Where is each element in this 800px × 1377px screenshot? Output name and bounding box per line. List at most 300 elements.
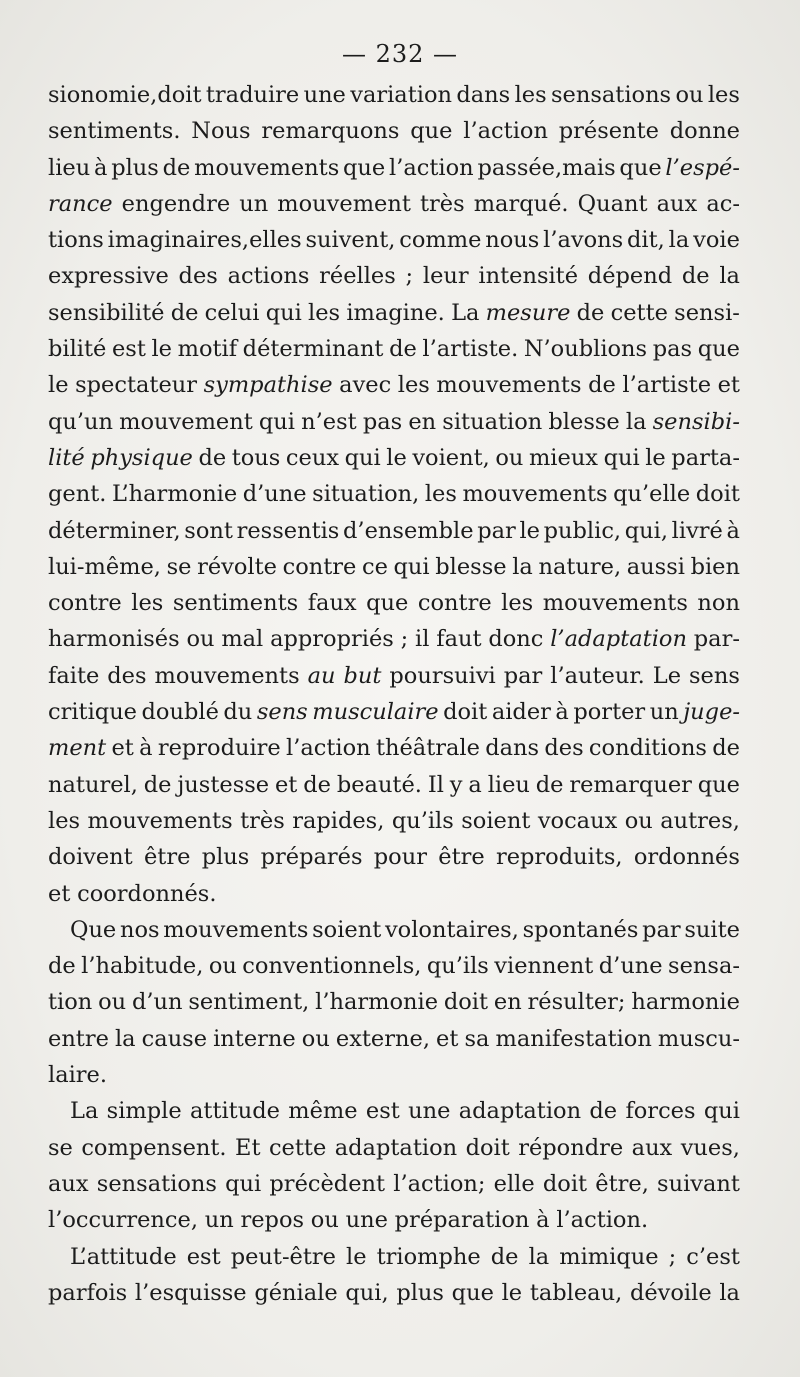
- word: la: [719, 1279, 740, 1306]
- word: l’esquisse: [134, 1279, 247, 1306]
- word: spontanés: [522, 916, 639, 943]
- word: de: [303, 771, 331, 798]
- word: Le: [652, 662, 682, 689]
- word: l’action;: [393, 1170, 486, 1197]
- word: présente: [558, 118, 659, 145]
- word: qu’un: [48, 408, 114, 435]
- word: ressentis: [236, 517, 340, 544]
- word: suivent,: [305, 227, 396, 254]
- word: qui: [265, 299, 302, 326]
- word: les: [131, 590, 164, 617]
- word: c’est: [686, 1243, 740, 1270]
- word: un: [204, 1207, 234, 1234]
- word: situation,: [312, 481, 420, 508]
- italic-word: sensibi-: [652, 408, 740, 435]
- word: de: [589, 1098, 618, 1125]
- word: comme: [399, 227, 482, 254]
- word: repos: [240, 1207, 305, 1234]
- word: appropriés: [270, 626, 394, 653]
- word: de: [490, 1243, 519, 1270]
- text-line: [48, 1166, 740, 1202]
- italic-word: juge-: [683, 699, 740, 726]
- word: harmonie: [631, 989, 740, 1016]
- word: voie: [693, 227, 740, 254]
- word: les: [501, 590, 534, 617]
- word: compensent.: [81, 1134, 227, 1161]
- word: public,: [543, 517, 622, 544]
- text-line: [48, 1275, 740, 1311]
- word: qui: [258, 408, 295, 435]
- word: lieu: [487, 771, 530, 798]
- word: voient,: [412, 444, 490, 471]
- word: nous: [485, 227, 540, 254]
- word: sensi-: [674, 299, 740, 326]
- word: pas: [652, 336, 693, 363]
- word: lui-même,: [48, 553, 161, 580]
- word: mouvements: [154, 662, 300, 689]
- word: la: [668, 227, 690, 254]
- word: dévoile: [629, 1279, 712, 1306]
- text-line: [48, 476, 740, 512]
- word: mouvements: [163, 916, 309, 943]
- word: des: [107, 662, 147, 689]
- word: de: [389, 336, 417, 363]
- word: vocaux: [537, 807, 618, 834]
- word: n’est: [301, 408, 357, 435]
- text-line: [48, 513, 740, 549]
- word: parfois: [48, 1279, 128, 1306]
- word: Et: [235, 1134, 261, 1161]
- text-line: [48, 694, 740, 730]
- word: adaptation: [458, 1098, 582, 1125]
- word: ou: [186, 626, 215, 653]
- word: mouvement: [277, 190, 411, 217]
- word: que: [410, 118, 453, 145]
- word: Que: [70, 916, 117, 943]
- word: l’habitude,: [81, 953, 204, 980]
- word: les: [707, 82, 740, 108]
- text-line: [48, 367, 740, 403]
- text-line: [48, 1239, 740, 1275]
- word: vues,: [680, 1134, 740, 1161]
- word: et: [111, 735, 134, 762]
- word: bien: [690, 553, 740, 580]
- word: du: [223, 699, 253, 726]
- word: que: [343, 154, 386, 181]
- word: soient: [461, 807, 531, 834]
- word: la: [719, 263, 740, 290]
- word: l’auteur.: [550, 662, 645, 689]
- word: plus: [201, 844, 250, 871]
- word: soient: [312, 916, 382, 943]
- word: dans: [485, 735, 540, 762]
- word: suite: [684, 916, 740, 943]
- word: de: [198, 444, 227, 471]
- word: à: [93, 154, 108, 181]
- word: résulter;: [527, 989, 626, 1016]
- word: mouvements: [194, 154, 340, 181]
- word: l’artiste: [622, 372, 712, 399]
- word: donne: [669, 118, 740, 145]
- word: ou: [495, 444, 524, 471]
- word: volontaires,: [384, 916, 519, 943]
- word: entre: [48, 1025, 109, 1052]
- word: révolte: [197, 553, 277, 580]
- word: l’action: [389, 154, 474, 181]
- word: de: [170, 299, 199, 326]
- word: ou: [624, 807, 653, 834]
- text-line: [48, 1093, 740, 1129]
- word: justesse: [177, 771, 270, 798]
- word: d’ensemble: [343, 517, 474, 544]
- text-line: [48, 585, 740, 621]
- word: le: [151, 336, 172, 363]
- italic-word: l’espé-: [665, 154, 740, 181]
- word: blesse: [548, 408, 620, 435]
- word: conditions: [588, 735, 707, 762]
- word: qu’ils: [426, 953, 489, 980]
- word: l’artiste.: [422, 336, 519, 363]
- page-number: — 232 —: [341, 40, 459, 68]
- word: être,: [595, 1170, 649, 1197]
- word: à: [536, 1207, 550, 1234]
- word: à: [555, 699, 569, 726]
- word: dépend: [587, 263, 673, 290]
- word: contre: [417, 590, 492, 617]
- word: réelles: [319, 263, 396, 290]
- word: ;: [668, 1243, 677, 1270]
- italic-word: sens: [256, 699, 308, 726]
- word: qui: [603, 444, 640, 471]
- italic-word: musculaire: [312, 699, 439, 726]
- word: le: [48, 372, 69, 399]
- word: externe,: [335, 1025, 430, 1052]
- word: et: [48, 880, 71, 907]
- word: peut-être: [230, 1243, 336, 1270]
- word: engendre: [121, 190, 231, 217]
- word: doublé: [141, 699, 219, 726]
- word: en: [493, 989, 522, 1016]
- word: mouvements: [87, 807, 233, 834]
- word: ou: [301, 1025, 330, 1052]
- word: La: [451, 299, 480, 326]
- word: ;: [400, 626, 409, 653]
- word: d’une: [242, 481, 307, 508]
- word: plus: [396, 1279, 444, 1306]
- word: aider: [491, 699, 551, 726]
- word: la: [512, 553, 533, 580]
- word: cette: [610, 299, 668, 326]
- word: ou: [208, 953, 237, 980]
- word: interne: [213, 1025, 296, 1052]
- word: traduire: [205, 82, 300, 108]
- word: nature,: [538, 553, 622, 580]
- word: contre: [282, 553, 357, 580]
- word: les: [424, 481, 457, 508]
- word: imagine.: [346, 299, 445, 326]
- word: faut: [436, 626, 482, 653]
- italic-word: rance: [48, 190, 113, 217]
- text-line: [48, 658, 740, 694]
- word: d’un: [131, 989, 183, 1016]
- word: Nous: [191, 118, 251, 145]
- word: sont: [184, 517, 233, 544]
- word: l’avons: [543, 227, 624, 254]
- text-line: [48, 839, 740, 875]
- word: très: [240, 807, 285, 834]
- word: dans: [456, 82, 511, 108]
- word: les: [308, 299, 341, 326]
- word: ;: [405, 263, 414, 290]
- word: sensibilité: [48, 299, 165, 326]
- word: par: [477, 517, 516, 544]
- word: qui,: [345, 1279, 389, 1306]
- word: pour: [373, 844, 427, 871]
- word: N’oublions: [523, 336, 648, 363]
- italic-word: mesure: [485, 299, 571, 326]
- word: à: [139, 735, 153, 762]
- word: qui,: [624, 517, 668, 544]
- word: bilité: [48, 336, 107, 363]
- word: de: [48, 953, 76, 980]
- word: ce: [361, 553, 388, 580]
- word: une: [345, 1207, 388, 1234]
- word: tion: [48, 989, 93, 1016]
- word: suivant: [657, 1170, 740, 1197]
- word: par: [642, 916, 681, 943]
- word: et: [274, 771, 298, 798]
- italic-word: ment: [48, 735, 107, 762]
- word: cause: [141, 1025, 208, 1052]
- word: avec: [339, 372, 392, 399]
- text-line: [48, 621, 740, 657]
- word: tions: [48, 227, 104, 254]
- text-line: [48, 1021, 740, 1057]
- word: de: [162, 154, 191, 181]
- text-line: [48, 440, 740, 476]
- word: de: [576, 299, 605, 326]
- word: celui: [204, 299, 260, 326]
- word: harmonisés: [48, 626, 180, 653]
- word: l’action: [463, 118, 548, 145]
- text-line: [48, 113, 740, 149]
- word: les: [397, 372, 430, 399]
- word: aux: [656, 190, 698, 217]
- word: les: [514, 82, 547, 108]
- word: se: [48, 1134, 73, 1161]
- word: être: [143, 844, 191, 871]
- word: sa: [464, 1025, 490, 1052]
- word: La: [70, 1098, 99, 1125]
- word: et: [436, 1025, 459, 1052]
- word: le: [645, 444, 666, 471]
- word: laire.: [48, 1062, 108, 1089]
- word: mal: [221, 626, 264, 653]
- word: dit,: [627, 227, 665, 254]
- word: contre: [48, 590, 122, 617]
- word: mieux: [528, 444, 598, 471]
- word: doivent: [48, 844, 133, 871]
- word: même: [288, 1098, 358, 1125]
- word: l’action.: [556, 1207, 649, 1234]
- word: remarquons: [261, 118, 400, 145]
- word: imaginaires,elles: [107, 227, 302, 254]
- word: L’harmonie: [111, 481, 238, 508]
- word: de: [588, 372, 616, 399]
- word: manifestation: [495, 1025, 652, 1052]
- text-line: [48, 77, 740, 113]
- word: déterminer,: [48, 517, 181, 544]
- word: l’harmonie: [315, 989, 439, 1016]
- word: ceux: [285, 444, 340, 471]
- text-line: [48, 222, 740, 258]
- word: préparation: [394, 1207, 530, 1234]
- word: rapides,: [292, 807, 385, 834]
- word: muscu-: [657, 1025, 740, 1052]
- word: qu’elle: [613, 481, 691, 508]
- word: remarquer: [569, 771, 692, 798]
- word: par: [503, 662, 543, 689]
- word: le: [386, 444, 407, 471]
- word: reproduits,: [495, 844, 623, 871]
- word: de: [712, 735, 740, 762]
- word: pas: [362, 408, 403, 435]
- word: aussi: [626, 553, 685, 580]
- word: ordonnés: [633, 844, 740, 871]
- word: tableau,: [529, 1279, 623, 1306]
- word: très: [419, 190, 465, 217]
- word: qui: [393, 553, 430, 580]
- word: doit: [465, 1134, 510, 1161]
- italic-word: but: [343, 662, 382, 689]
- word: mouvements: [462, 481, 608, 508]
- word: passée,mais: [477, 154, 616, 181]
- word: qu’ils: [391, 807, 454, 834]
- text-line: [48, 186, 740, 222]
- word: non: [697, 590, 740, 617]
- word: une: [303, 82, 346, 108]
- word: un: [649, 699, 679, 726]
- word: que: [451, 1279, 494, 1306]
- word: parta-: [671, 444, 740, 471]
- word: aux: [631, 1134, 673, 1161]
- word: nos: [119, 916, 160, 943]
- word: motif: [177, 336, 238, 363]
- word: est: [186, 1243, 221, 1270]
- word: de: [535, 771, 564, 798]
- word: qui: [703, 1098, 740, 1125]
- word: ou: [310, 1207, 339, 1234]
- word: situation: [442, 408, 543, 435]
- word: à: [726, 517, 740, 544]
- word: en: [408, 408, 437, 435]
- text-line: [48, 1202, 740, 1238]
- word: par-: [693, 626, 740, 653]
- word: doit: [443, 989, 489, 1016]
- word: la: [528, 1243, 550, 1270]
- word: naturel,: [48, 771, 138, 798]
- word: sentiments.: [48, 118, 181, 145]
- word: ou: [98, 989, 127, 1016]
- word: sentiments: [172, 590, 299, 617]
- word: spectateur: [75, 372, 198, 399]
- text-line: [48, 295, 740, 331]
- text-line: [48, 984, 740, 1020]
- word: doit: [695, 481, 740, 508]
- text-line: [48, 948, 740, 984]
- word: attitude: [189, 1098, 280, 1125]
- word: Quant: [577, 190, 648, 217]
- word: adaptation: [334, 1134, 458, 1161]
- word: est: [111, 336, 146, 363]
- word: ac-: [706, 190, 740, 217]
- word: mouvements: [436, 372, 582, 399]
- word: y: [449, 771, 463, 798]
- text-line: [48, 258, 740, 294]
- text-line: [48, 549, 740, 585]
- text-line: [48, 730, 740, 766]
- word: doit: [443, 699, 488, 726]
- word: que: [619, 154, 662, 181]
- italic-word: lité: [48, 444, 85, 471]
- word: le: [519, 517, 540, 544]
- word: doit: [542, 1170, 588, 1197]
- word: qui: [225, 1170, 262, 1197]
- word: coordonnés.: [77, 880, 217, 907]
- text-line: [48, 803, 740, 839]
- text-line: [48, 150, 740, 186]
- text-line: [48, 1057, 740, 1093]
- word: blesse: [435, 553, 507, 580]
- word: gent.: [48, 481, 107, 508]
- word: actions: [227, 263, 310, 290]
- word: autres,: [660, 807, 740, 834]
- word: lieu: [48, 154, 91, 181]
- word: l’action: [286, 735, 371, 762]
- italic-word: sympathise: [203, 372, 333, 399]
- text-line: [48, 912, 740, 948]
- word: simple: [106, 1098, 182, 1125]
- word: L’attitude: [70, 1243, 177, 1270]
- word: le: [501, 1279, 523, 1306]
- word: il: [415, 626, 430, 653]
- word: théâtrale: [375, 735, 480, 762]
- word: sens: [689, 662, 740, 689]
- word: poursuivi: [389, 662, 496, 689]
- word: Il: [427, 771, 444, 798]
- text-line: [48, 331, 740, 367]
- word: sensations: [96, 1170, 217, 1197]
- word: précèdent: [269, 1170, 386, 1197]
- word: sensa-: [668, 953, 740, 980]
- word: beauté.: [336, 771, 422, 798]
- word: aux: [48, 1170, 89, 1197]
- word: livré: [671, 517, 723, 544]
- word: faux: [307, 590, 357, 617]
- word: porter: [573, 699, 646, 726]
- word: est: [365, 1098, 400, 1125]
- word: qui: [344, 444, 381, 471]
- word: un: [239, 190, 269, 217]
- word: et: [717, 372, 740, 399]
- text-line: [48, 767, 740, 803]
- word: préparés: [260, 844, 363, 871]
- word: conventionnels,: [242, 953, 422, 980]
- word: que: [697, 336, 740, 363]
- word: des: [544, 735, 584, 762]
- word: variation: [350, 82, 453, 108]
- word: de: [681, 263, 710, 290]
